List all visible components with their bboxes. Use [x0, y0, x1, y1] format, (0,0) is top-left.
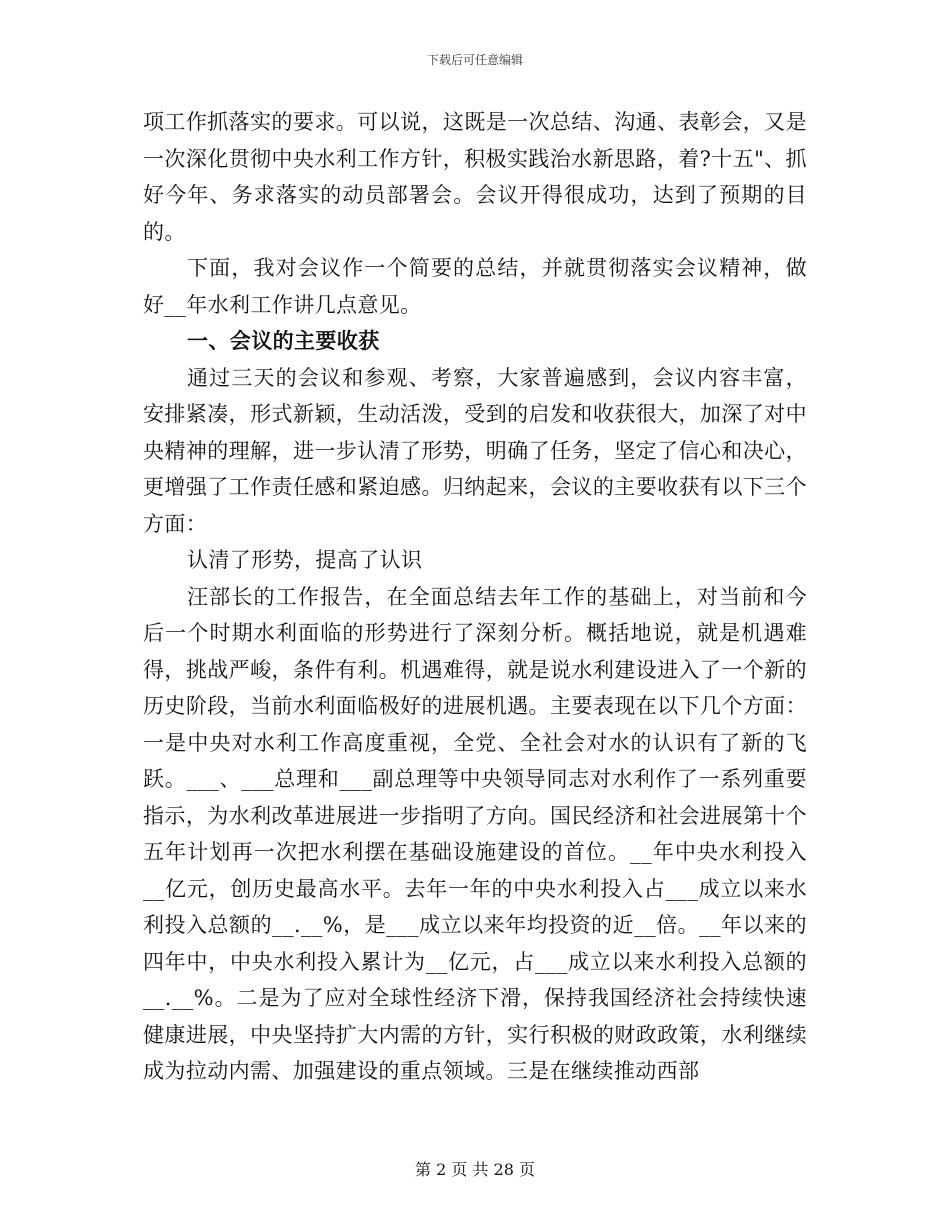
- paragraph-summary: 通过三天的会议和参观、考察，大家普遍感到，会议内容丰富，安排紧凑，形式新颖，生动活泼，受到的启发和收获很大，加深了对中央精神的理解，进一步认清了形势，明确了任务，坚定了信心和决心，更增强了工作责任感和紧迫感。归纳起来，会议的主要收获有以下三个方面：: [143, 365, 807, 536]
- page-number: 第 2 页 共 28 页: [415, 1160, 535, 1179]
- paragraph-situation: 汪部长的工作报告，在全面总结去年工作的基础上，对当前和今后一个时期水利面临的形势进行了深刻分析。概括地说，就是机遇难得，挑战严峻，条件有利。机遇难得，就是说水利建设进入了一个新的历史阶段，当前水利面临极好的进展机遇。主要表现在以下几个方面：一是中央对水利工作高度重视，全党、全社会对水的认识有了新的飞跃。___、___总理和___副总理等中央领导同志对水利作了一系列重要指示，为水利改革进展进一步指明了方向。国民经济和社会进展第十个五年计划再一次把水利摆在基础设施建设的首位。__年中央水利投入__亿元，创历史最高水平。去年一年的中央水利投入占___成立以来水利投入总额的__.__%，是___成立以来年均投资的近__倍。__年以来的四年中，中央水利投入累计为__亿元，占___成立以来水利投入总额的__.__%。二是为了应对全球性经济下滑，保持我国经济社会持续快速健康进展，中央坚持扩大内需的方针，实行积极的财政政策，水利继续成为拉动内需、加强建设的重点领域。三是在继续推动西部: [143, 584, 807, 1083]
- document-body: [143, 104, 807, 1090]
- paragraph-intro: 下面，我对会议作一个简要的总结，并就贯彻落实会议精神，做好__年水利工作讲几点意见。: [143, 256, 807, 317]
- subsection-heading: 认清了形势，提高了认识: [187, 548, 423, 572]
- paragraph-continuation: 项工作抓落实的要求。可以说，这既是一次总结、沟通、表彰会，又是一次深化贯彻中央水利工作方针，积极实践治水新思路，着?十五"、抓好今年、务求落实的动员部署会。会议开得很成功，达到了预期的目的。: [143, 110, 807, 244]
- page-header-note: 下载后可任意编辑: [426, 53, 523, 67]
- section-heading: 一、会议的主要收获: [187, 328, 380, 353]
